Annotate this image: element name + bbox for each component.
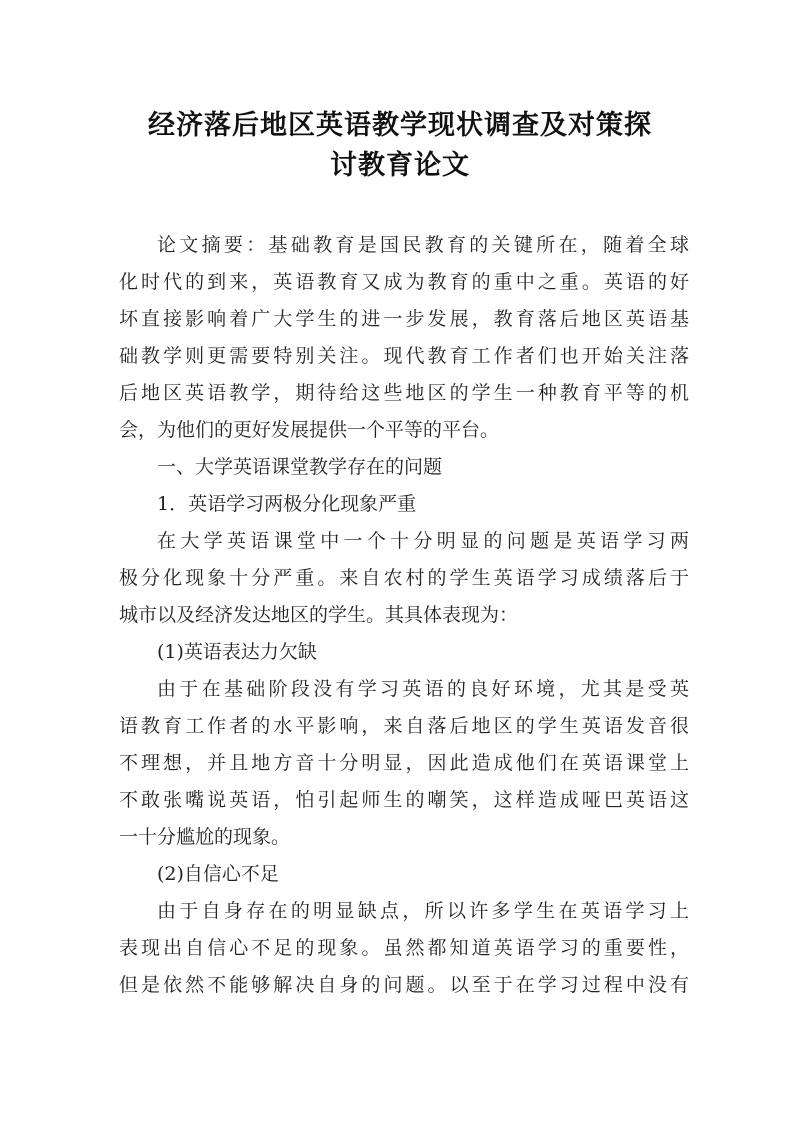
text-line: 由于在基础阶段没有学习英语的良好环境，尤其是受英 [157,678,689,700]
text-line: 但是依然不能够解决自身的问题。以至于在学习过程中没有 [119,974,689,996]
text-line: 极分化现象十分严重。来自农村的学生英语学习成绩落后于 [119,567,689,589]
text-line: 一十分尴尬的现象。 [119,826,291,848]
text-line: 不理想，并且地方音十分明显，因此造成他们在英语课堂上 [119,752,689,774]
text-line: 城市以及经济发达地区的学生。其具体表现为： [119,604,519,626]
text-line: 一、大学英语课堂教学存在的问题 [157,456,443,478]
text-line: 在大学英语课堂中一个十分明显的问题是英语学习两 [157,530,689,552]
document-body [119,227,689,1004]
text-line: 1．英语学习两极分化现象严重 [157,493,417,515]
text-line: 表现出自信心不足的现象。虽然都知道英语学习的重要性， [119,937,689,959]
text-line: 化时代的到来，英语教育又成为教育的重中之重。英语的好 [119,271,689,293]
text-line: 础教学则更需要特别关注。现代教育工作者们也开始关注落 [119,345,689,367]
text-line: 由于自身存在的明显缺点，所以许多学生在英语学习上 [157,900,689,922]
text-line: 不敢张嘴说英语，怕引起师生的嘲笑，这样造成哑巴英语这 [119,789,689,811]
text-line: (1)英语表达力欠缺 [157,641,317,663]
document-title-line-1: 经济落后地区英语教学现状调查及对策探 [148,110,652,141]
text-line: 会，为他们的更好发展提供一个平等的平台。 [119,419,500,441]
text-line: 后地区英语教学，期待给这些地区的学生一种教育平等的机 [119,382,689,404]
text-line: 坏直接影响着广大学生的进一步发展，教育落后地区英语基 [119,308,689,330]
text-line: 论文摘要：基础教育是国民教育的关键所在，随着全球 [157,234,689,256]
text-line: 语教育工作者的水平影响，来自落后地区的学生英语发音很 [119,715,689,737]
document-title-line-2: 讨教育论文 [330,150,470,181]
text-line: (2)自信心不足 [157,863,279,885]
